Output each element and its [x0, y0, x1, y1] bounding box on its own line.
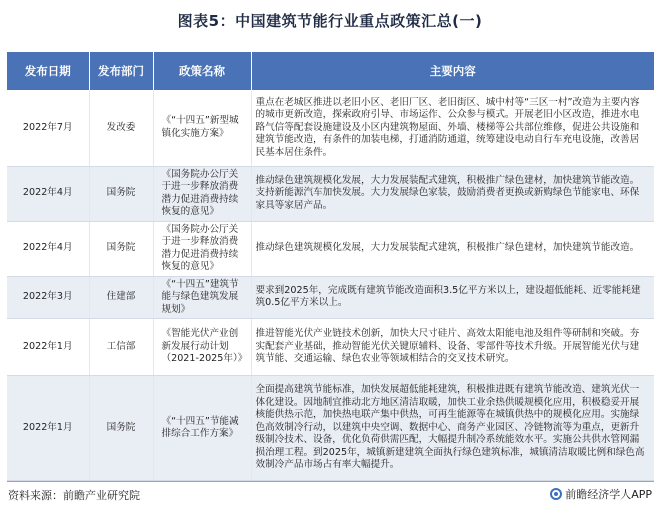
policy-table — [7, 52, 654, 481]
footer-divider — [7, 481, 654, 482]
cell-policy-name: 《“十四五”建筑节能与绿色建筑发展规划》 — [153, 276, 251, 319]
table-row — [7, 319, 654, 376]
cell-dept: 国务院 — [89, 221, 153, 276]
column-header-date: 发布日期 — [7, 52, 89, 90]
cell-dept: 国务院 — [89, 166, 153, 221]
cell-content: 重点在老城区推进以老旧小区、老旧厂区、老旧街区、城中村等“三区一村”改造为主要内容的城市更新改造，探索政府引导、市场运作、公众参与模式。开展老旧小区改造，推进水电路气信等配套设施建设及小区内建筑物屋面、外墙、楼梯等公共部位维修，促进公共设施和建筑节能改造，有条件的加装电梯，打通消防通道，统筹建设电动自行车充电设施，改善居民基本居住条件。 — [251, 90, 654, 166]
table-row — [7, 166, 654, 221]
cell-content: 推动绿色建筑规模化发展，大力发展装配式建筑，积极推广绿色建材，加快建筑节能改造。 — [251, 221, 654, 276]
table-row — [7, 221, 654, 276]
cell-dept: 发改委 — [89, 90, 153, 166]
column-header-name: 政策名称 — [153, 52, 251, 90]
page-title: 图表5：中国建筑节能行业重点政策汇总(一) — [177, 12, 483, 30]
table-row — [7, 90, 654, 166]
cell-content: 推动绿色建筑规模化发展，大力发展装配式建筑，积极推广绿色建材，加快建筑节能改造。支持新能源汽车加快发展。大力发展绿色家装，鼓励消费者更换或新购绿色节能家电、环保家具等家居产品。 — [251, 166, 654, 221]
cell-date: 2022年4月 — [7, 221, 89, 276]
cell-policy-name: 《智能光伏产业创新发展行动计划（2021-2025年）》 — [153, 319, 251, 376]
column-header-dept: 发布部门 — [89, 52, 153, 90]
cell-content: 全面提高建筑节能标准，加快发展超低能耗建筑，积极推进既有建筑节能改造、建筑光伏一体化建设。因地制宜推动北方地区清洁取暖，加快工业余热供暖规模化应用，积极稳妥开展核能供热示范，加快热电联产集中供热，可再生能源等在城镇供热中的规模化应用。实施绿色高效制冷行动，以建筑中央空调、数据中心、商务产业园区、冷链物流等为重点，更新升级制冷技术、设备，优化负荷供需匹配，大幅提升制冷系统能效水平。实施公共供水管网漏损治理工程。到2025年，城镇新建建筑全面执行绿色建筑标准，城镇清洁取暖比例和绿色高效制冷产品市场占有率大幅提升。 — [251, 376, 654, 481]
cell-policy-name: 《国务院办公厅关于进一步释放消费潜力促进消费持续恢复的意见》 — [153, 221, 251, 276]
brand-mark — [550, 486, 652, 502]
column-header-content: 主要内容 — [251, 52, 654, 90]
cell-date: 2022年3月 — [7, 276, 89, 319]
cell-date: 2022年7月 — [7, 90, 89, 166]
cell-content: 要求到2025年，完成既有建筑节能改造面积3.5亿平方米以上，建设超低能耗、近零能耗建筑0.5亿平方米以上。 — [251, 276, 654, 319]
table-row — [7, 376, 654, 481]
table-row — [7, 276, 654, 319]
qianzhan-logo-icon — [550, 488, 562, 500]
table-header-row — [7, 52, 654, 90]
cell-policy-name: 《国务院办公厅关于进一步释放消费潜力促进消费持续恢复的意见》 — [153, 166, 251, 221]
cell-dept: 工信部 — [89, 319, 153, 376]
cell-date: 2022年1月 — [7, 319, 89, 376]
cell-policy-name: 《“十四五”新型城镇化实施方案》 — [153, 90, 251, 166]
brand-label: 前瞻经济学人APP — [565, 488, 652, 501]
cell-date: 2022年1月 — [7, 376, 89, 481]
cell-dept: 住建部 — [89, 276, 153, 319]
cell-dept: 国务院 — [89, 376, 153, 481]
cell-content: 推进智能光伏产业链技术创新，加快大尺寸硅片、高效太阳能电池及组件等研制和突破。夯实配套产业基础，推动智能光伏关键原辅料、设备、零部件等技术升级。开展智能光伏与建筑节能、交通运输、绿色农业等领域相结合的交叉技术研究。 — [251, 319, 654, 376]
source-note: 资料来源：前瞻产业研究院 — [8, 489, 140, 502]
cell-policy-name: 《“十四五”节能减排综合工作方案》 — [153, 376, 251, 481]
cell-date: 2022年4月 — [7, 166, 89, 221]
